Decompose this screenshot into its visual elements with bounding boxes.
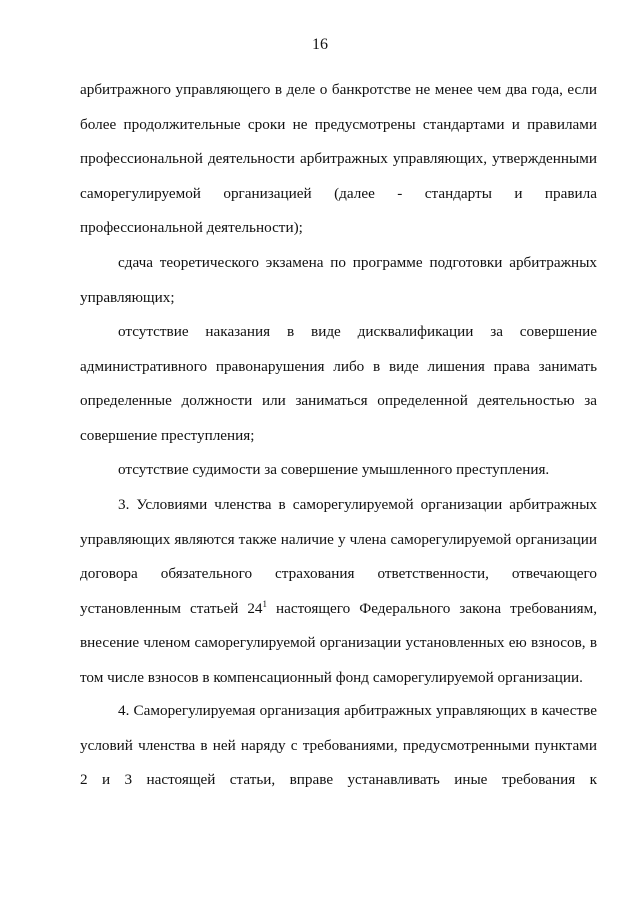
paragraph-text: отсутствие наказания в виде дисквалификации за совершение административного правонарушения либо в виде лишения права занимать определенные должности или заниматься определенной деятельностью за совершение преступления;: [80, 323, 597, 444]
paragraph-text: 4. Саморегулируемая организация арбитражных управляющих в качестве условий членства в ней наряду с требованиями, предусмотренными пунктами 2 и 3 настоящей статьи, вправе устанавливать иные требования к: [80, 702, 597, 788]
paragraph-no-conviction-requirement: [80, 453, 597, 488]
clause-3-text-end: настоящего Федерального закона требованиям, внесение членом саморегулируемой организации установленных ею взносов, в том числе взносов в компенсационный фонд саморегулируемой организации.: [80, 599, 598, 686]
paragraph-text: арбитражного управляющего в деле о банкротстве не менее чем два года, если более продолжительные сроки не предусмотрены стандартами и правилами профессиональной деятельности арбитражных управляющих, утвержденными саморегулируемой организацией (далее - стандарты и правила профессиональной деятельности);: [80, 81, 597, 236]
page-number: 16: [312, 36, 328, 53]
paragraph-exam-requirement: [80, 246, 597, 315]
paragraph-text: [80, 488, 597, 695]
paragraph-text: отсутствие судимости за совершение умышленного преступления.: [118, 461, 550, 478]
paragraph-clause-3: [80, 488, 597, 695]
paragraph-experience-requirement: [80, 73, 597, 246]
clause-3-text-start: 3. Условиями членства в саморегулируемой организации арбитражных управляющих являются также наличие у члена саморегулируемой организации договора обязательного страхования ответственности, отвечающего установленным статьей 24: [80, 496, 597, 617]
paragraph-clause-4: [80, 694, 597, 798]
paragraph-disqualification-requirement: [80, 315, 597, 453]
paragraph-text: сдача теоретического экзамена по программе подготовки арбитражных управляющих;: [80, 254, 597, 306]
article-superscript: 1: [262, 598, 268, 609]
